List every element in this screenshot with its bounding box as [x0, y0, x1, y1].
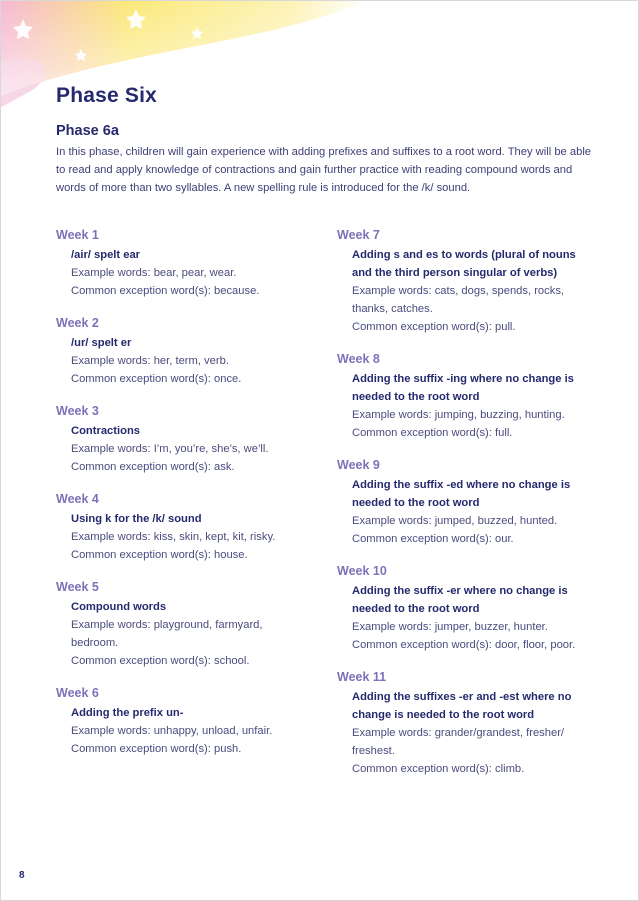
week-heading: Week 1 [56, 228, 99, 242]
week-block [337, 563, 592, 654]
exception-words: Common exception word(s): house. [71, 549, 248, 561]
exception-words: Common exception word(s): our. [352, 533, 514, 545]
week-block [337, 351, 592, 442]
exception-words: Common exception word(s): ask. [71, 461, 235, 473]
example-words: Example words: jumped, buzzed, hunted. [352, 515, 558, 527]
week-block [56, 579, 311, 670]
week-heading: Week 2 [56, 316, 99, 330]
right-column [337, 227, 592, 778]
week-block [56, 491, 311, 564]
section-subtitle: Phase 6a [56, 123, 119, 139]
week-topic: Adding the suffix -ed where no change is needed to the root word [352, 479, 571, 509]
week-topic: Adding the suffix -er where no change is needed to the root word [352, 585, 568, 615]
week-block [56, 227, 311, 300]
week-block [337, 227, 592, 336]
example-words: Example words: playground, farmyard, bedroom. [71, 619, 263, 649]
example-words: Example words: grander/grandest, fresher/ freshest. [352, 727, 565, 757]
week-topic: Adding the prefix un- [71, 707, 184, 719]
example-words: Example words: jumper, buzzer, hunter. [352, 621, 548, 633]
exception-words: Common exception word(s): door, floor, poor. [352, 639, 576, 651]
week-block [56, 403, 311, 476]
example-words: Example words: kiss, skin, kept, kit, risky. [71, 531, 276, 543]
week-topic: Adding the suffix -ing where no change is needed to the root word [352, 373, 574, 403]
week-topic: Using k for the /k/ sound [71, 513, 202, 525]
exception-words: Common exception word(s): pull. [352, 321, 516, 333]
week-topic: /ur/ spelt er [71, 337, 132, 349]
exception-words: Common exception word(s): push. [71, 743, 242, 755]
example-words: Example words: her, term, verb. [71, 355, 229, 367]
example-words: Example words: I’m, you’re, she’s, we’ll. [71, 443, 269, 455]
week-block [56, 685, 311, 758]
exception-words: Common exception word(s): full. [352, 427, 513, 439]
week-topic: /air/ spelt ear [71, 249, 141, 261]
example-words: Example words: cats, dogs, spends, rocks, thanks, catches. [352, 285, 565, 315]
intro-paragraph: In this phase, children will gain experience with adding prefixes and suffixes to a root word. They will be able to read and apply knowledge of contractions and gain further practice with reading compound words and words of more than two syllables. A new spelling rule is introduced for the /k/ sound. [56, 146, 592, 194]
example-words: Example words: jumping, buzzing, hunting. [352, 409, 565, 421]
week-topic: Compound words [71, 601, 167, 613]
week-topic: Adding the suffixes -er and -est where no change is needed to the root word [352, 691, 572, 721]
page-title: Phase Six [56, 84, 158, 107]
week-heading: Week 7 [337, 228, 380, 242]
week-heading: Week 11 [337, 670, 387, 684]
week-block [56, 315, 311, 388]
exception-words: Common exception word(s): climb. [352, 763, 525, 775]
example-words: Example words: unhappy, unload, unfair. [71, 725, 273, 737]
week-heading: Week 10 [337, 564, 387, 578]
exception-words: Common exception word(s): once. [71, 373, 242, 385]
week-heading: Week 9 [337, 458, 380, 472]
week-block [337, 669, 592, 778]
week-heading: Week 3 [56, 404, 99, 418]
exception-words: Common exception word(s): because. [71, 285, 260, 297]
week-topic: Contractions [71, 425, 140, 437]
week-heading: Week 4 [56, 492, 99, 506]
week-heading: Week 5 [56, 580, 99, 594]
week-block [337, 457, 592, 548]
page-number: 8 [19, 870, 25, 881]
week-topic: Adding s and es to words (plural of nouns and the third person singular of verbs) [352, 249, 576, 279]
week-heading: Week 6 [56, 686, 99, 700]
exception-words: Common exception word(s): school. [71, 655, 250, 667]
week-heading: Week 8 [337, 352, 380, 366]
left-column [56, 227, 311, 758]
example-words: Example words: bear, pear, wear. [71, 267, 237, 279]
